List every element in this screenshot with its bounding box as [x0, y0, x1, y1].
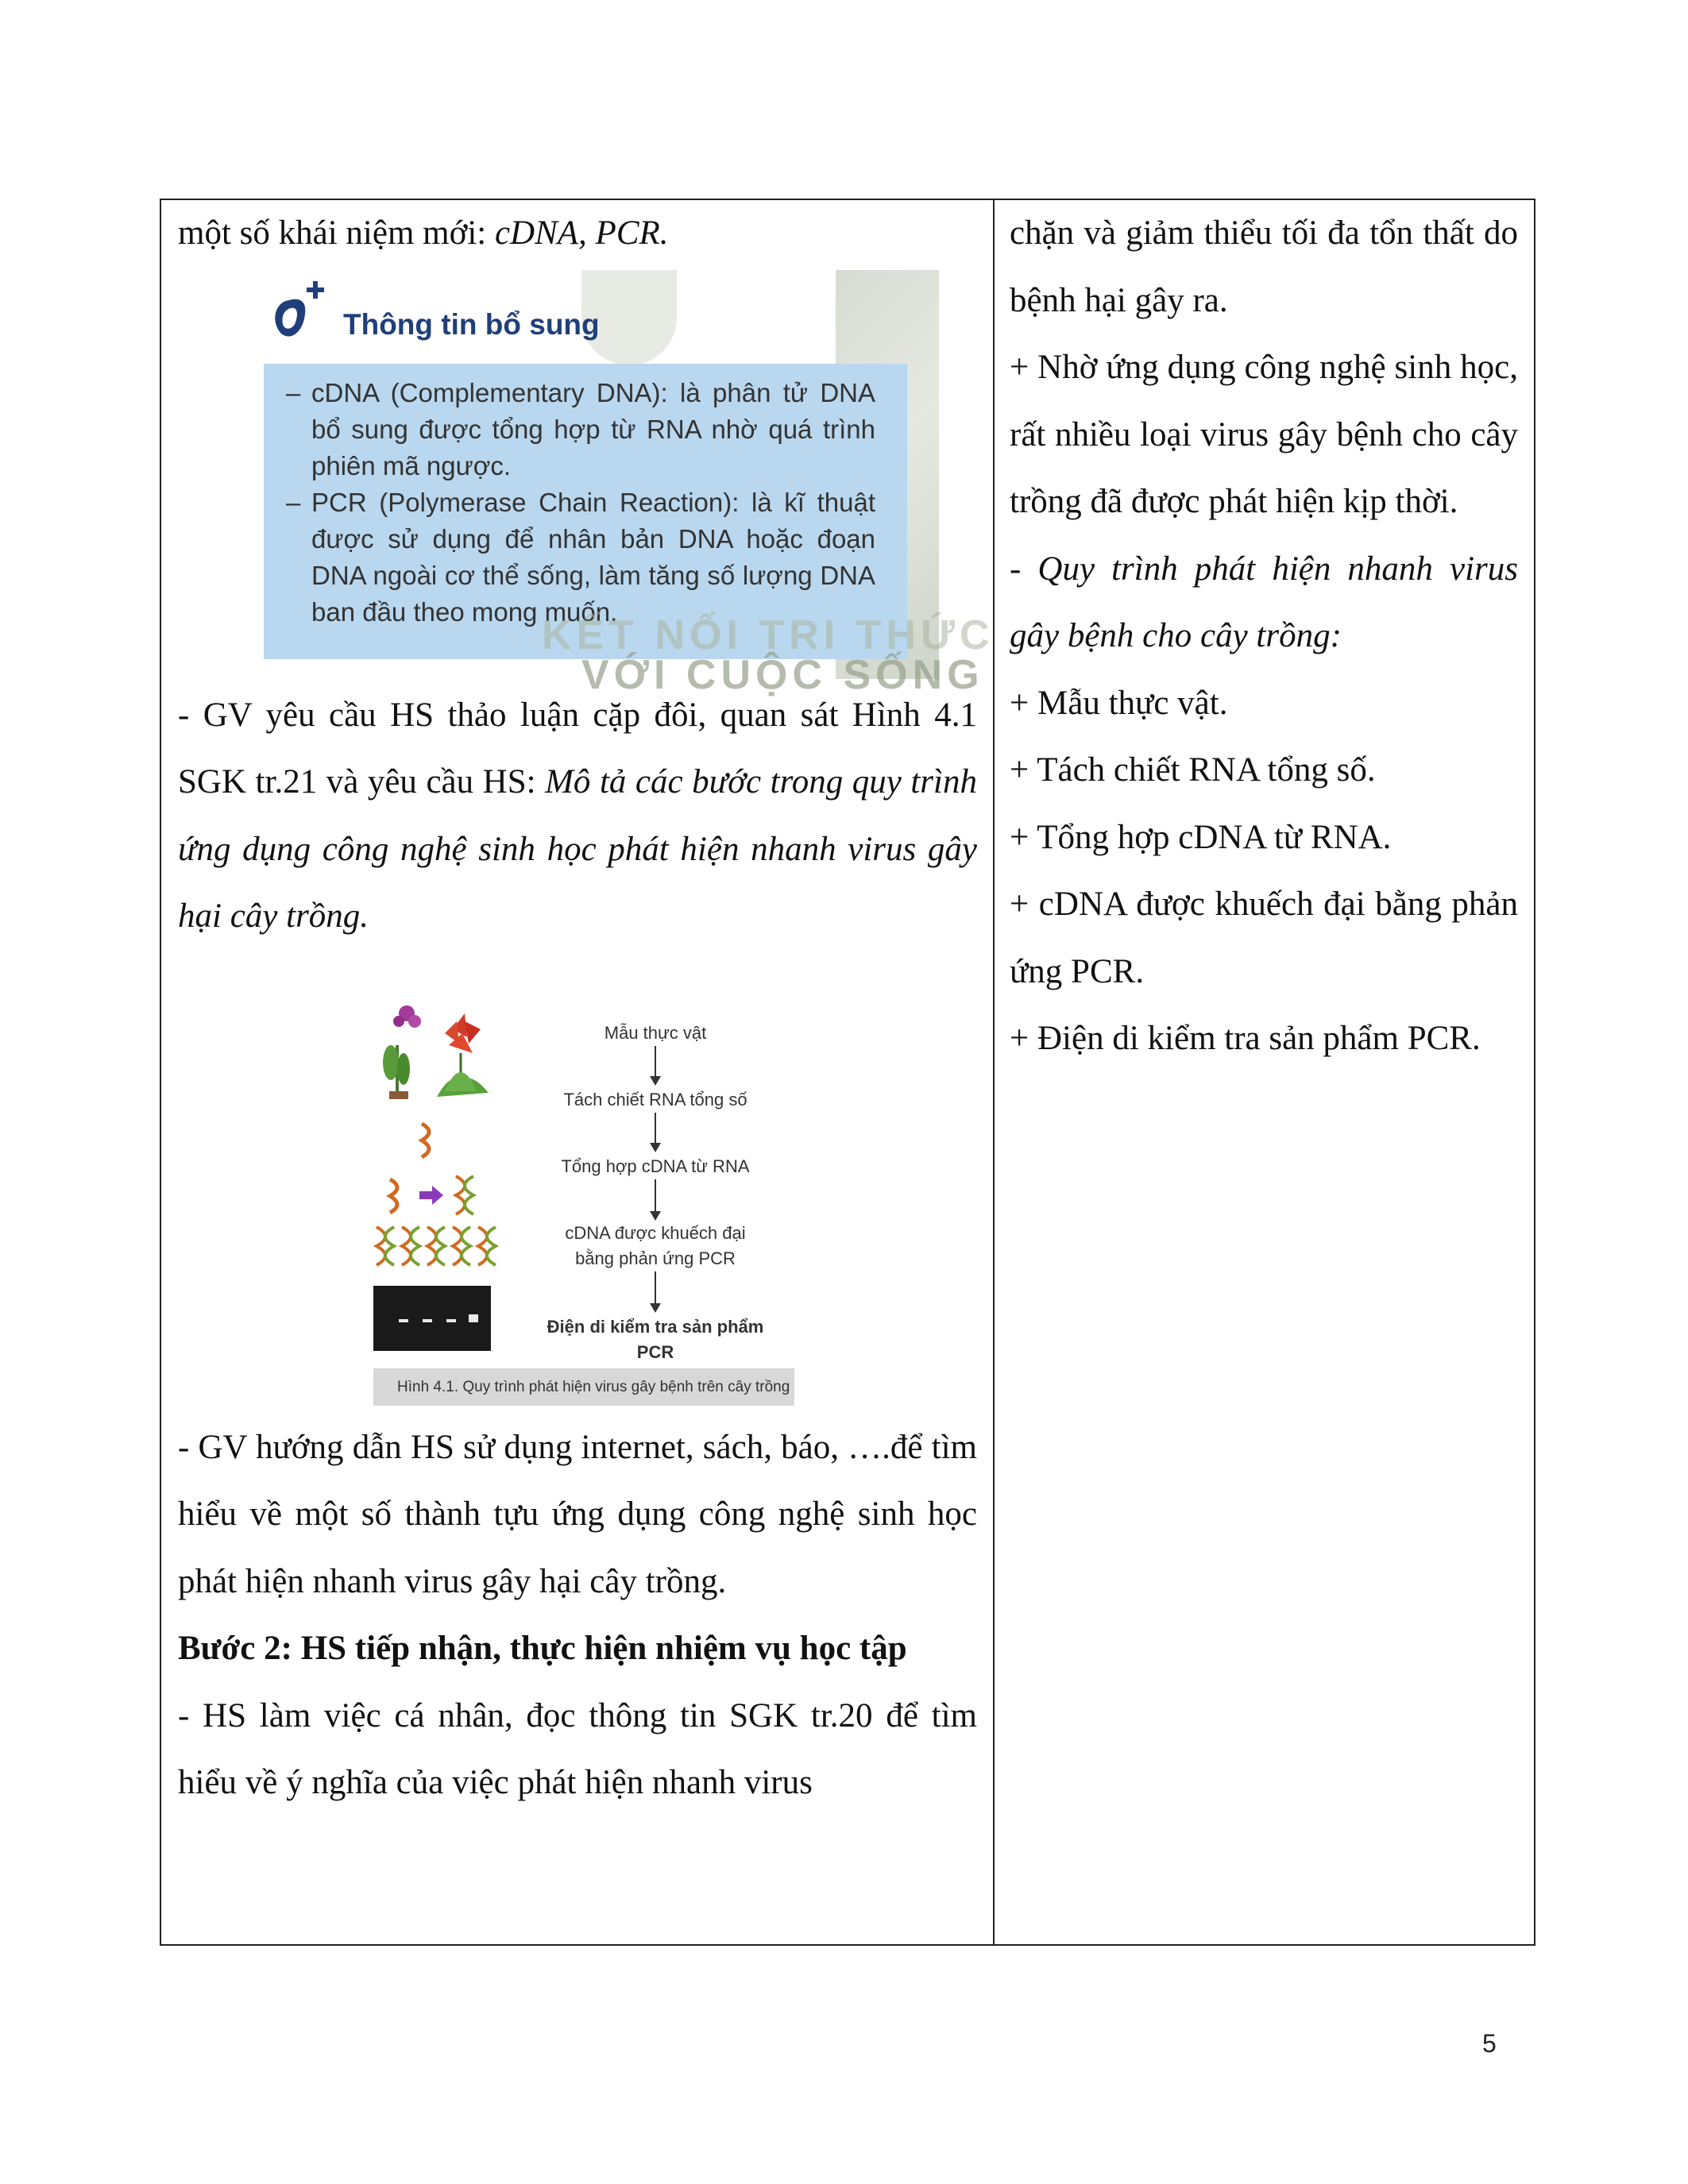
- continuation-text: chặn và giảm thiểu tối đa tổn thất do bệnh hại gây ra.: [1010, 214, 1518, 319]
- paragraph-individual-work: - HS làm việc cá nhân, đọc thông tin SGK tr.20 để tìm hiểu về ý nghĩa của việc phát hiện nhanh virus: [178, 1696, 977, 1801]
- dash-bullet: –: [286, 377, 301, 407]
- figure-4-1: [346, 978, 822, 1410]
- dash-bullet: –: [286, 487, 301, 517]
- process-step: + Điện di kiểm tra sản phẩm PCR.: [1010, 1020, 1481, 1057]
- paragraph-task: [178, 682, 977, 951]
- intro-line: [178, 200, 977, 268]
- figure-step: Tách chiết RNA tổng số: [563, 1089, 747, 1109]
- figure-step: Tổng hợp cDNA từ RNA: [561, 1156, 750, 1176]
- process-step: + Mẫu thực vật.: [1010, 684, 1228, 722]
- info-item-text: cDNA (Complementary DNA): là phân tử DNA bổ sung được tổng hợp từ RNA nhờ quá trình phiên mã ngược.: [311, 377, 875, 480]
- step-arrow: [655, 1046, 656, 1084]
- gel-band: [469, 1314, 478, 1322]
- step-arrow: [655, 1113, 656, 1151]
- rna-strand-icon: [417, 1122, 441, 1159]
- left-column: [161, 200, 995, 1944]
- figure-step: Điện di kiểm tra sản phẩm PCR: [547, 1316, 764, 1362]
- process-heading: - Quy trình phát hiện nhanh virus gây bệnh cho cây trồng:: [1010, 550, 1518, 654]
- right-column: [995, 200, 1534, 1944]
- pcr-amplified-dna-icon: [373, 1225, 500, 1267]
- step-arrow: [655, 1271, 656, 1311]
- intro-terms: cDNA, PCR.: [494, 214, 669, 252]
- plant-sample-icon: [373, 997, 500, 1101]
- info-box-image: [264, 270, 995, 698]
- figure-caption: Hình 4.1. Quy trình phát hiện virus gây bệnh trên cây trồng: [373, 1368, 794, 1406]
- content-table: [160, 199, 1535, 1946]
- process-step: + cDNA được khuếch đại bằng phản ứng PCR.: [1010, 886, 1518, 990]
- process-step: + Tổng hợp cDNA từ RNA.: [1010, 818, 1392, 856]
- process-step: + Tách chiết RNA tổng số.: [1010, 751, 1376, 789]
- rna-strand-icon: [385, 1178, 409, 1214]
- task-text: - GV yêu cầu HS thảo luận cặp đôi, quan sát Hình 4.1 SGK tr.21 và yêu cầu HS:: [178, 696, 977, 801]
- step2-heading: Bước 2: HS tiếp nhận, thực hiện nhiệm vụ học tập: [178, 1630, 907, 1667]
- arrow-right-icon: [419, 1186, 443, 1205]
- gel-band: [399, 1319, 408, 1322]
- electrophoresis-gel-image: [373, 1286, 491, 1351]
- info-item-cdna: [286, 375, 875, 484]
- watermark-text: VỚI CUỘC SỐNG: [581, 651, 984, 698]
- watermark-text: KẾT NỐI TRI THỨC: [542, 612, 995, 658]
- page-number: 5: [1482, 2029, 1497, 2058]
- info-box-title: Thông tin bổ sung: [343, 307, 600, 341]
- cdna-helix-icon: [453, 1175, 477, 1216]
- info-plus-icon: [265, 278, 337, 341]
- task-question: Mô tả các bước trong quy trình ứng dụng công nghệ sinh học phát hiện nhanh virus gây hại cây trồng.: [178, 763, 977, 935]
- step-arrow: [655, 1179, 656, 1219]
- figure-step: Mẫu thực vật: [604, 1022, 707, 1043]
- gel-band: [446, 1319, 456, 1322]
- info-item-pcr: [286, 484, 875, 631]
- figure-step: cDNA được khuếch đại bằng phản ứng PCR: [565, 1222, 746, 1268]
- paragraph-guide: - GV hướng dẫn HS sử dụng internet, sách, báo, ….để tìm hiểu về một số thành tựu ứng dụng công nghệ sinh học phát hiện nhanh virus gây hại cây trồng.: [178, 1428, 977, 1600]
- intro-prefix: một số khái niệm mới:: [178, 214, 495, 252]
- gel-band: [423, 1319, 432, 1322]
- biotech-benefit-text: + Nhờ ứng dụng công nghệ sinh học, rất nhiều loại virus gây bệnh cho cây trồng đã được phát hiện kịp thời.: [1010, 349, 1518, 520]
- info-item-text: PCR (Polymerase Chain Reaction): là kĩ thuật được sử dụng để nhân bản DNA hoặc đoạn DNA ngoài cơ thể sống, làm tăng số lượng DNA ban đầu theo mong muốn.: [311, 487, 875, 627]
